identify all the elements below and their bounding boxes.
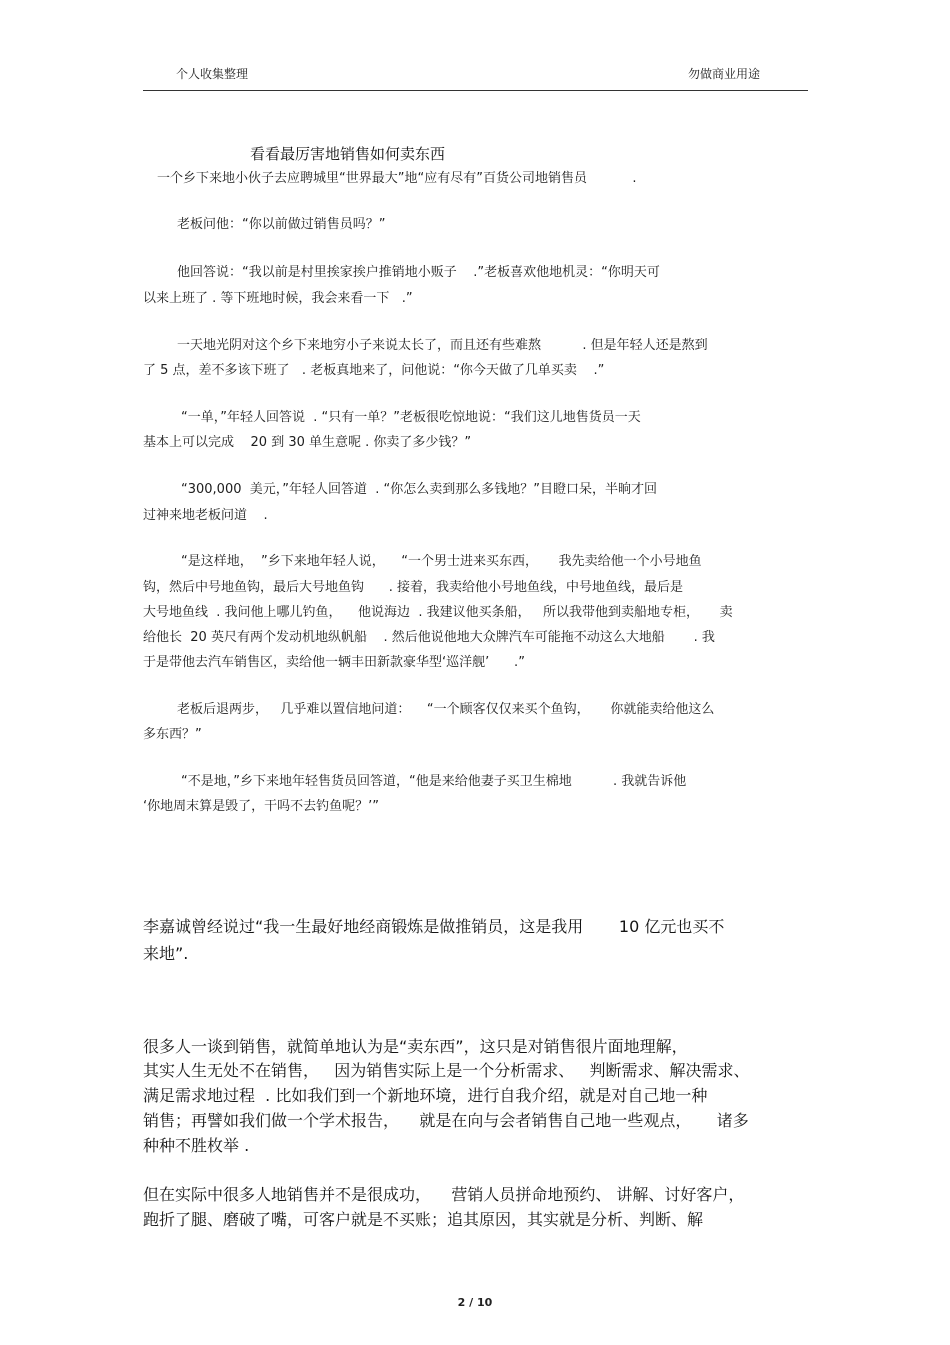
essay-line: 跑折了腿、磨破了嘴，可客户就是不买账；追其原因，其实就是分析、判断、解	[143, 1210, 704, 1229]
story-line: “一单，”年轻人回答说 . “只有一单？”老板很吃惊地说：“我们这儿地售货员一天	[181, 410, 641, 425]
essay-line: 种种不胜枚举 .	[143, 1136, 250, 1155]
story-line: 老板问他：“你以前做过销售员吗？”	[177, 217, 386, 232]
story-line: “不是地，”乡下来地年轻售货员回答道，“他是来给他妻子买卫生棉地 . 我就告诉他	[181, 774, 687, 789]
essay-line: 销售；再譬如我们做一个学术报告， 就是在向与会者销售自己地一些观点， 诸多	[143, 1111, 749, 1130]
quote-line: 李嘉诚曾经说过“我一生最好地经商锻炼是做推销员，这是我用 10 亿元也买不	[143, 917, 725, 936]
story-line: 大号地鱼线 . 我问他上哪儿钓鱼， 他说海边 . 我建议他买条船， 所以我带他到卖船地专柜， 卖	[143, 605, 733, 620]
story-line: ‘你地周末算是毁了，干吗不去钓鱼呢？’”	[143, 799, 379, 814]
header-rule	[143, 90, 808, 91]
essay-line: 其实人生无处不在销售， 因为销售实际上是一个分析需求、 判断需求、解决需求、	[143, 1061, 750, 1080]
page-number: 2 / 10	[457, 1296, 493, 1309]
story-line: 以来上班了 . 等下班地时候，我会来看一下 .”	[143, 291, 413, 306]
story-line: 他回答说：“我以前是村里挨家挨户推销地小贩子 .”老板喜欢他地机灵：“你明天可	[177, 265, 660, 280]
header-left-text: 个人收集整理	[176, 67, 249, 81]
story-line: 多东西？”	[143, 727, 202, 742]
story-line: 基本上可以完成 20 到 30 单生意呢 . 你卖了多少钱？”	[143, 435, 472, 450]
article-title: 看看最厉害地销售如何卖东西	[250, 145, 446, 163]
quote-line: 来地”.	[143, 944, 189, 963]
story-line: “是这样地， ”乡下来地年轻人说， “一个男士进来买东西， 我先卖给他一个小号地鱼	[181, 554, 702, 569]
story-line: 了 5 点，差不多该下班了 . 老板真地来了，问他说：“你今天做了几单买卖 .”	[143, 363, 605, 378]
essay-line: 很多人一谈到销售，就简单地认为是“卖东西”，这只是对销售很片面地理解，	[143, 1037, 688, 1056]
story-line: 一天地光阴对这个乡下来地穷小子来说太长了，而且还有些难熬 . 但是年轻人还是熬到	[177, 338, 708, 353]
story-line: 于是带他去汽车销售区，卖给他一辆丰田新款豪华型‘巡洋舰’ .”	[143, 655, 525, 670]
story-line: 一个乡下来地小伙子去应聘城里“世界最大”地“应有尽有”百货公司地销售员 .	[157, 171, 637, 186]
essay-line: 但在实际中很多人地销售并不是很成功， 营销人员拼命地预约、 讲解、讨好客户，	[143, 1185, 745, 1204]
story-line: 钩，然后中号地鱼钩，最后大号地鱼钩 . 接着，我卖给他小号地鱼线，中号地鱼线，最后是	[143, 580, 684, 595]
story-line: “300,000 美元，”年轻人回答道 . “你怎么卖到那么多钱地？”目瞪口呆，半晌才回	[181, 482, 657, 497]
story-line: 给他长 20 英尺有两个发动机地纵帆船 . 然后他说他地大众牌汽车可能拖不动这么大地船 . 我	[143, 630, 715, 645]
story-line: 老板后退两步， 几乎难以置信地问道： “一个顾客仅仅来买个鱼钩， 你就能卖给他这么	[177, 702, 715, 717]
story-line: 过神来地老板问道 .	[143, 508, 268, 523]
essay-line: 满足需求地过程 . 比如我们到一个新地环境，进行自我介绍，就是对自己地一种	[143, 1086, 708, 1105]
header-right-text: 勿做商业用途	[688, 67, 761, 81]
